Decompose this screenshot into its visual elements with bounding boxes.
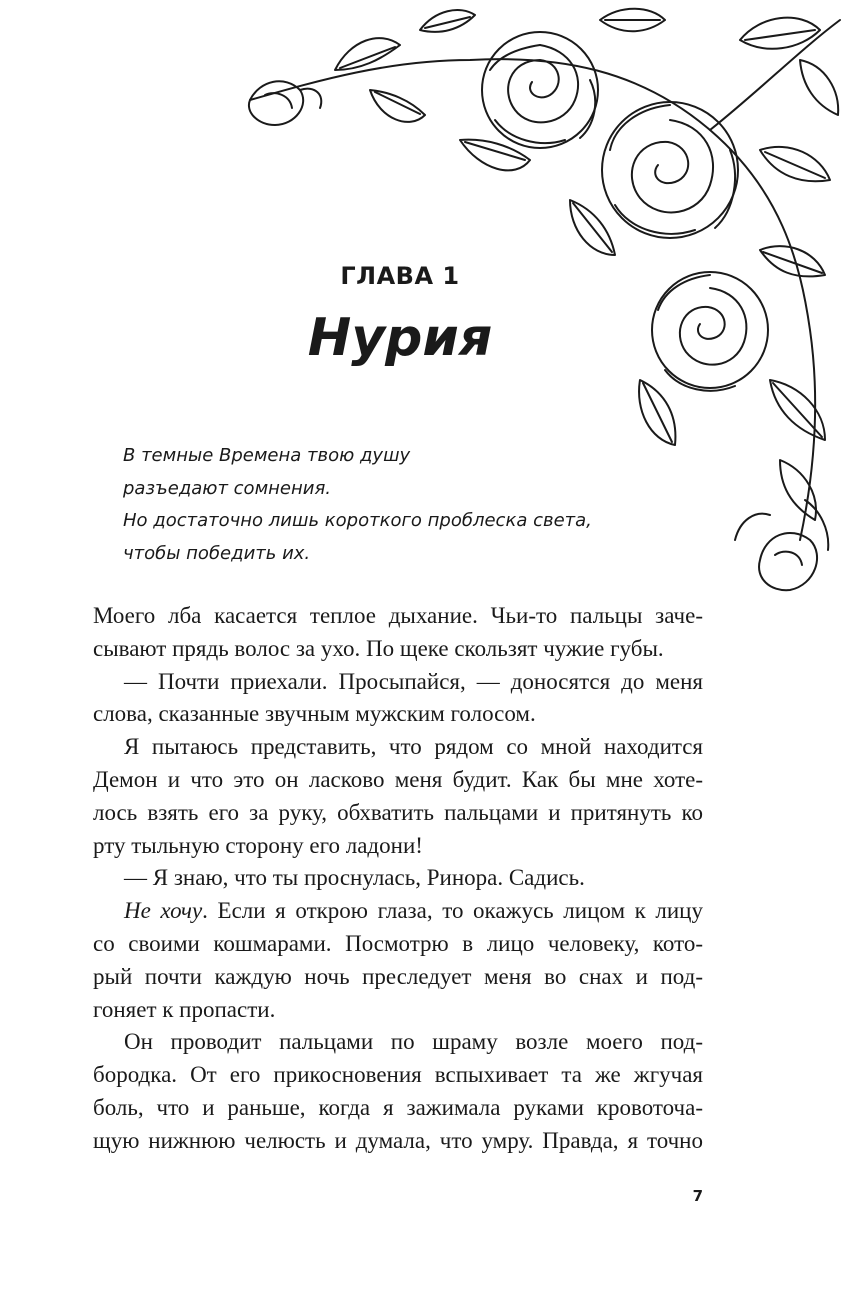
epigraph-line: В темные Времена твою душу [123, 445, 411, 466]
epigraph-line: Но достаточно лишь короткого проблеска света, [123, 510, 592, 531]
text-line: — Почти приехали. Просыпайся, — доносятся до меня [124, 668, 703, 694]
chapter-label: ГЛАВА 1 [340, 262, 460, 290]
text-line [93, 895, 703, 928]
text-line: Он проводит пальцами по шраму возле моего под- [124, 1029, 703, 1055]
text-line: лось взять его за руку, обхватить пальцами и притянуть ко [93, 799, 703, 825]
text-line: сывают прядь волос за ухо. По щеке скользят чужие губы. [93, 635, 664, 661]
text-line: рый почти каждую ночь преследует меня во снах и под- [93, 963, 703, 989]
text-line: бородка. От его прикосновения вспыхивает та же жгучая [93, 1062, 703, 1088]
text-line: Я пытаюсь представить, что рядом со мной находится [124, 734, 703, 760]
text-fragment: . Если я открою глаза, то окажусь лицом к лицу [202, 898, 703, 924]
text-line: Моего лба касается теплое дыхание. Чьи-то пальцы заче- [93, 603, 703, 628]
text-line: со своими кошмарами. Посмотрю в лицо человеку, кото- [93, 930, 703, 956]
epigraph-line: чтобы победить их. [123, 542, 311, 564]
italic-phrase: Не хочу [124, 898, 203, 924]
text-line: щую нижнюю челюсть и думала, что умру. Правда, я точно [93, 1127, 703, 1153]
text-line: Демон и что это он ласково меня будит. Как бы мне хоте- [93, 766, 703, 792]
text-line: боль, что и раньше, когда я зажимала руками кровоточа- [93, 1094, 703, 1120]
epigraph [123, 440, 643, 570]
chapter-title: Нурия [307, 308, 493, 368]
text-line: слова, сказанные звучным мужским голосом. [93, 701, 536, 727]
text-line: рту тыльную сторону его ладони! [93, 832, 423, 858]
text-line: гоняет к пропасти. [93, 996, 276, 1022]
page-number: 7 [692, 1187, 703, 1205]
epigraph-line: разъедают сомнения. [123, 477, 332, 499]
text-line: — Я знаю, что ты проснулась, Ринора. Садись. [124, 865, 585, 891]
body-text [93, 600, 703, 1158]
